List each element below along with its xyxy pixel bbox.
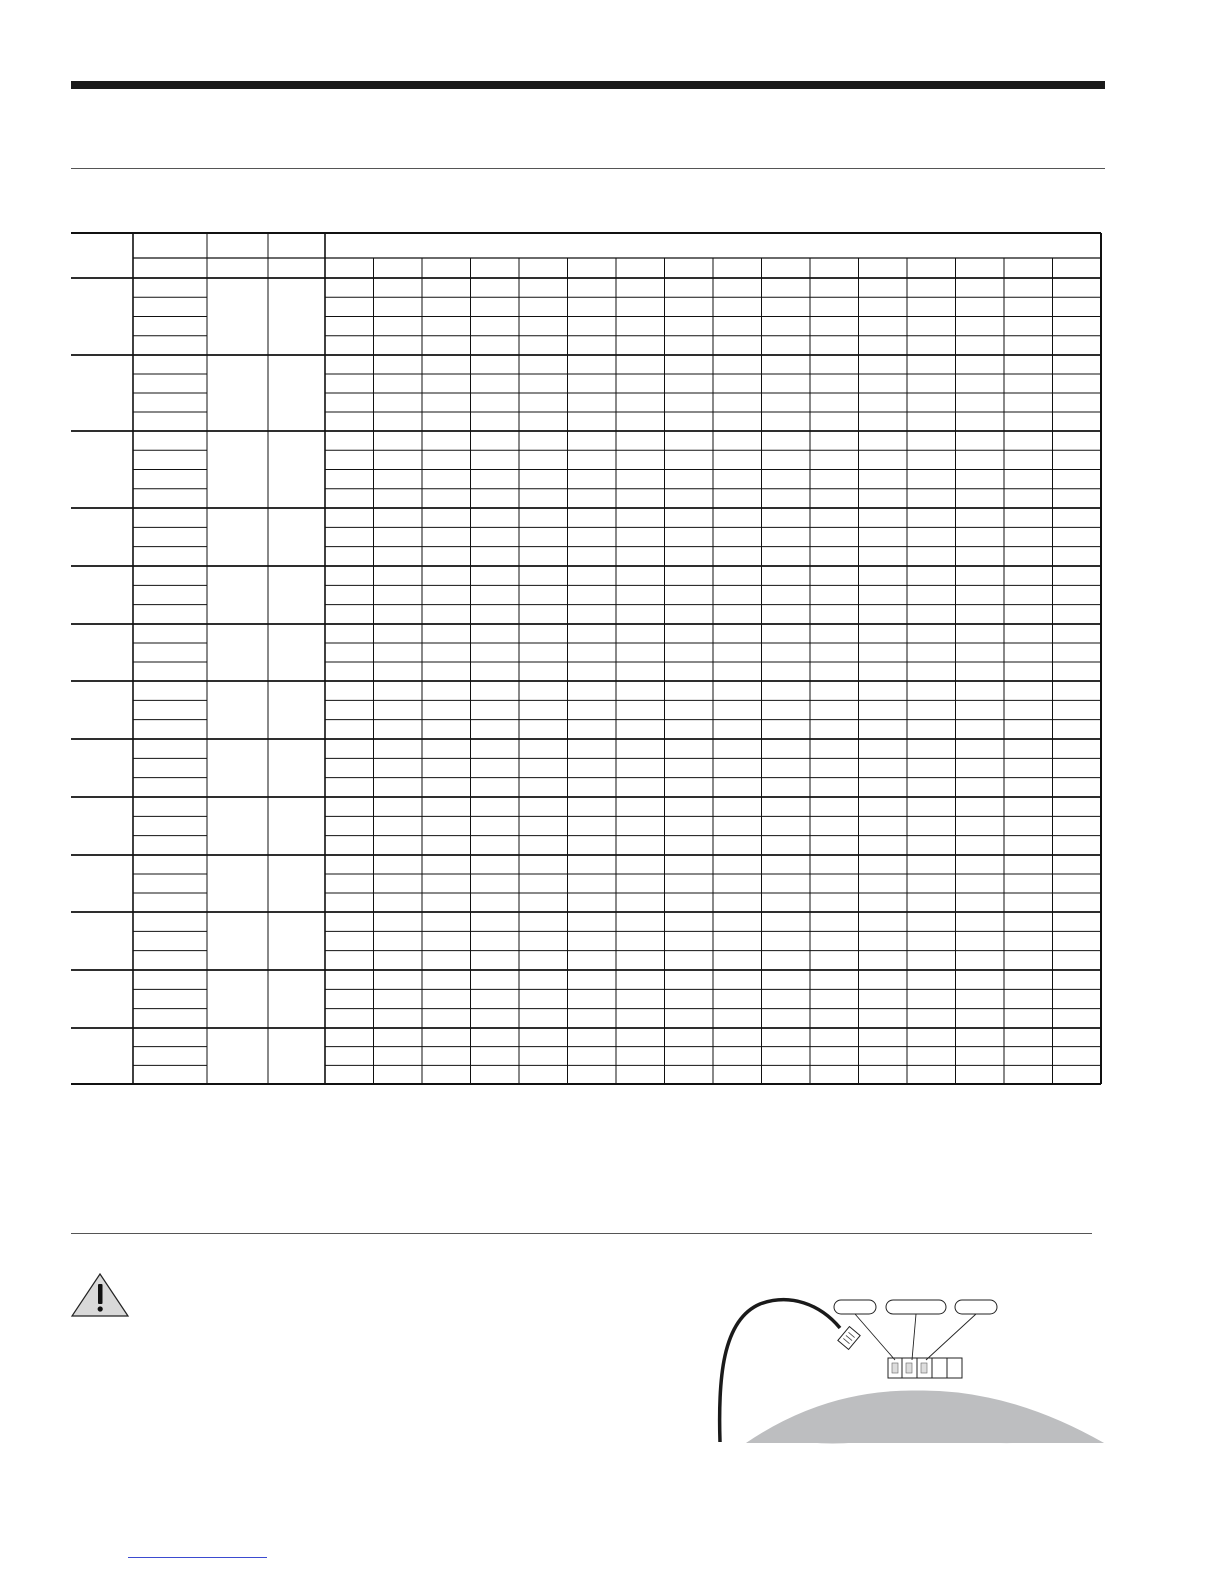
- footer-link[interactable]: [128, 1557, 267, 1558]
